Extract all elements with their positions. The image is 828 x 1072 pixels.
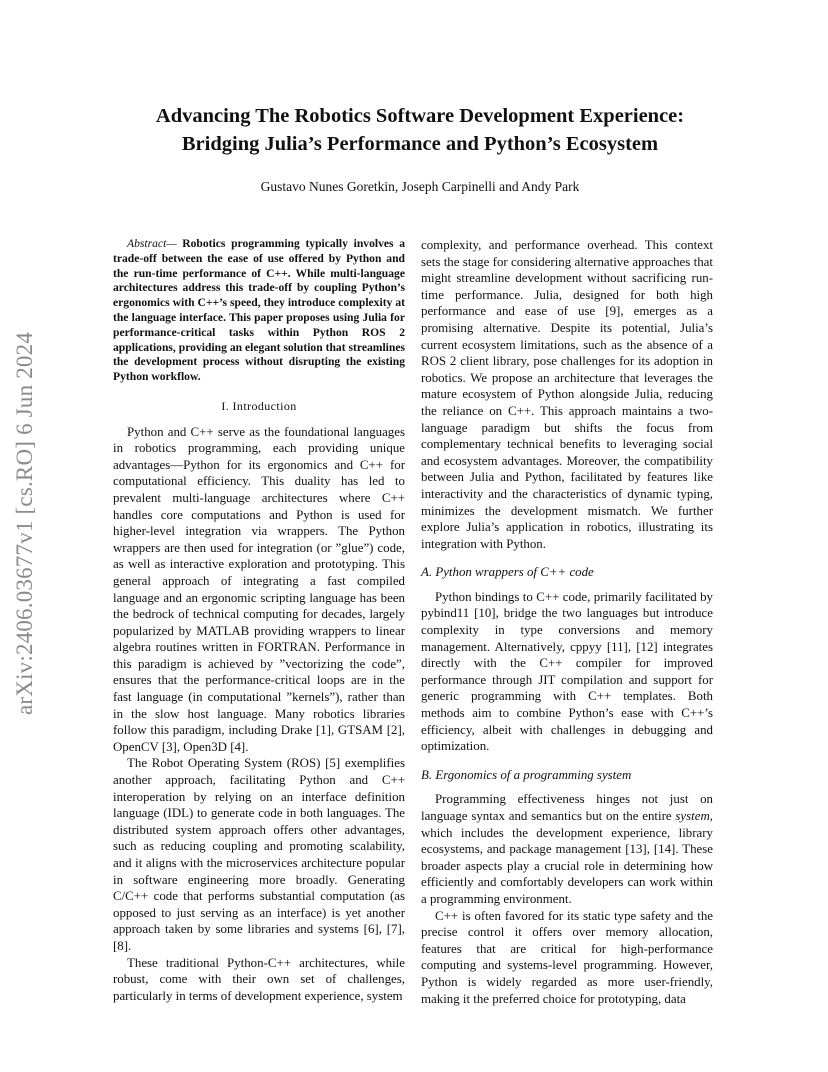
- intro-paragraph-2: The Robot Operating System (ROS) [5] exemplifies another approach, facilitating Python and C++ interoperation by relying on an interface definition language (IDL) to generate code in both languages. The distributed system approach offers other advantages, such as reducing coupling and promoting scalability, and it aligns with the microservices architecture popular in software engineering more broadly. Generating C/C++ code that performs substantial computation (as opposed to just serving as an interface) is yet another approach taken by some libraries and systems [6], [7], [8].: [113, 756, 405, 953]
- subsection-b-text-a: Programming effectiveness hinges not just on language syntax and semantics but on the entire: [421, 792, 713, 823]
- paper-title: [70, 102, 770, 158]
- left-column: [113, 237, 405, 1004]
- abstract: [113, 237, 405, 385]
- subsection-a-paragraph: Python bindings to C++ code, primarily facilitated by pybind11 [10], bridge the two languages but introduce complexity in type conversions and memory management. Alternatively, cppyy [11], [12] integrates directly with the C++ compiler for improved performance through JIT compilation and support for generic programming with C++ templates. Both methods aim to combine Python’s ease with C++’s efficiency, albeit with challenges in debugging and optimization.: [421, 589, 713, 754]
- intro-continuation-paragraph: complexity, and performance overhead. This context sets the stage for considering alternative approaches that might streamline development without sacrificing run-time performance. Julia, designed for both high performance and ease of use [9], emerges as a promising alternative. Despite its potential, Julia’s current ecosystem limitations, such as the absence of a ROS 2 client library, pose challenges for its adoption in robotics. We propose an architecture that leverages the mature ecosystem of Python alongside Julia, reducing the reliance on C++. This approach maintains a two-language paradigm but shifts the focus from complementary technical benefits to leveraging social and ecosystem advantages. Moreover, the compatibility between Julia and Python, facilitated by features like interactivity and the characteristics of dynamic typing, minimizes the development mismatch. We further explore Julia’s application in robotics, illustrating its integration with Python.: [421, 238, 713, 551]
- intro-paragraph-1: Python and C++ serve as the foundational languages in robotics programming, each providing unique advantages—Python for its ergonomics and C++ for computational efficiency. This duality has led to prevalent multi-language architectures where C++ handles core computations and Python is used for higher-level integration via wrappers. The Python wrappers are then used for integration (or ”glue”) code, as well as interactive exploration and prototyping. This general approach of integrating a fast compiled language and an ergonomic scripting language has been the bedrock of technical computing for decades, largely popularized by MATLAB providing wrappers to linear algebra routines written in FORTRAN. Performance in this paradigm is achieved by ”vectorizing the code”, ensures that the performance-critical loops are in the fast language (in computational ”kernels”), rather than in the slow host language. Many robotics libraries follow this paradigm, including Drake [1], GTSAM [2], OpenCV [3], Open3D [4].: [113, 424, 405, 754]
- intro-paragraph-3: These traditional Python-C++ architectures, while robust, come with their own set of challenges, particularly in terms of development experience, system: [113, 955, 405, 1003]
- title-line-1: Advancing The Robotics Software Development Experience:: [155, 105, 685, 127]
- abstract-lead: Abstract—: [127, 237, 177, 250]
- abstract-body: Robotics programming typically involves a trade-off between the ease of use offered by Python and the run-time performance of C++. While multi-language architectures address this trade-off by coupling Python’s ergonomics with C++’s speed, they introduce complexity at the language interface. This paper proposes using Julia for performance-critical tasks within Python ROS 2 applications, providing an elegant solution that streamlines the development process without disrupting the existing Python workflow.: [113, 237, 405, 384]
- arxiv-identifier-stamp: arXiv:2406.03677v1 [cs.RO] 6 Jun 2024: [12, 331, 37, 715]
- subsection-heading-a: A. Python wrappers of C++ code: [421, 565, 594, 580]
- subsection-b-text-b: , which includes the development experience, library ecosystems, and package management [13], [14]. These broader aspects play a crucial role in determining how efficiently and comfortably developers can work within a programming environment.: [421, 809, 713, 906]
- section-heading-introduction: I. Introduction: [221, 398, 297, 413]
- title-line-2: Bridging Julia’s Performance and Python’s Ecosystem: [181, 133, 659, 155]
- subsection-b-emphasis: system: [675, 809, 710, 823]
- author-list: Gustavo Nunes Goretkin, Joseph Carpinelli and Andy Park: [260, 179, 580, 194]
- right-column: [421, 237, 713, 1007]
- subsection-b-paragraph-2: C++ is often favored for its static type safety and the precise control it offers over memory allocation, features that are critical for high-performance computing and systems-level programming. However, Python is widely regarded as more user-friendly, making it the preferred choice for prototyping, data: [421, 908, 713, 1006]
- subsection-heading-b: B. Ergonomics of a programming system: [421, 767, 632, 782]
- subsection-b-paragraph-1: [421, 791, 713, 907]
